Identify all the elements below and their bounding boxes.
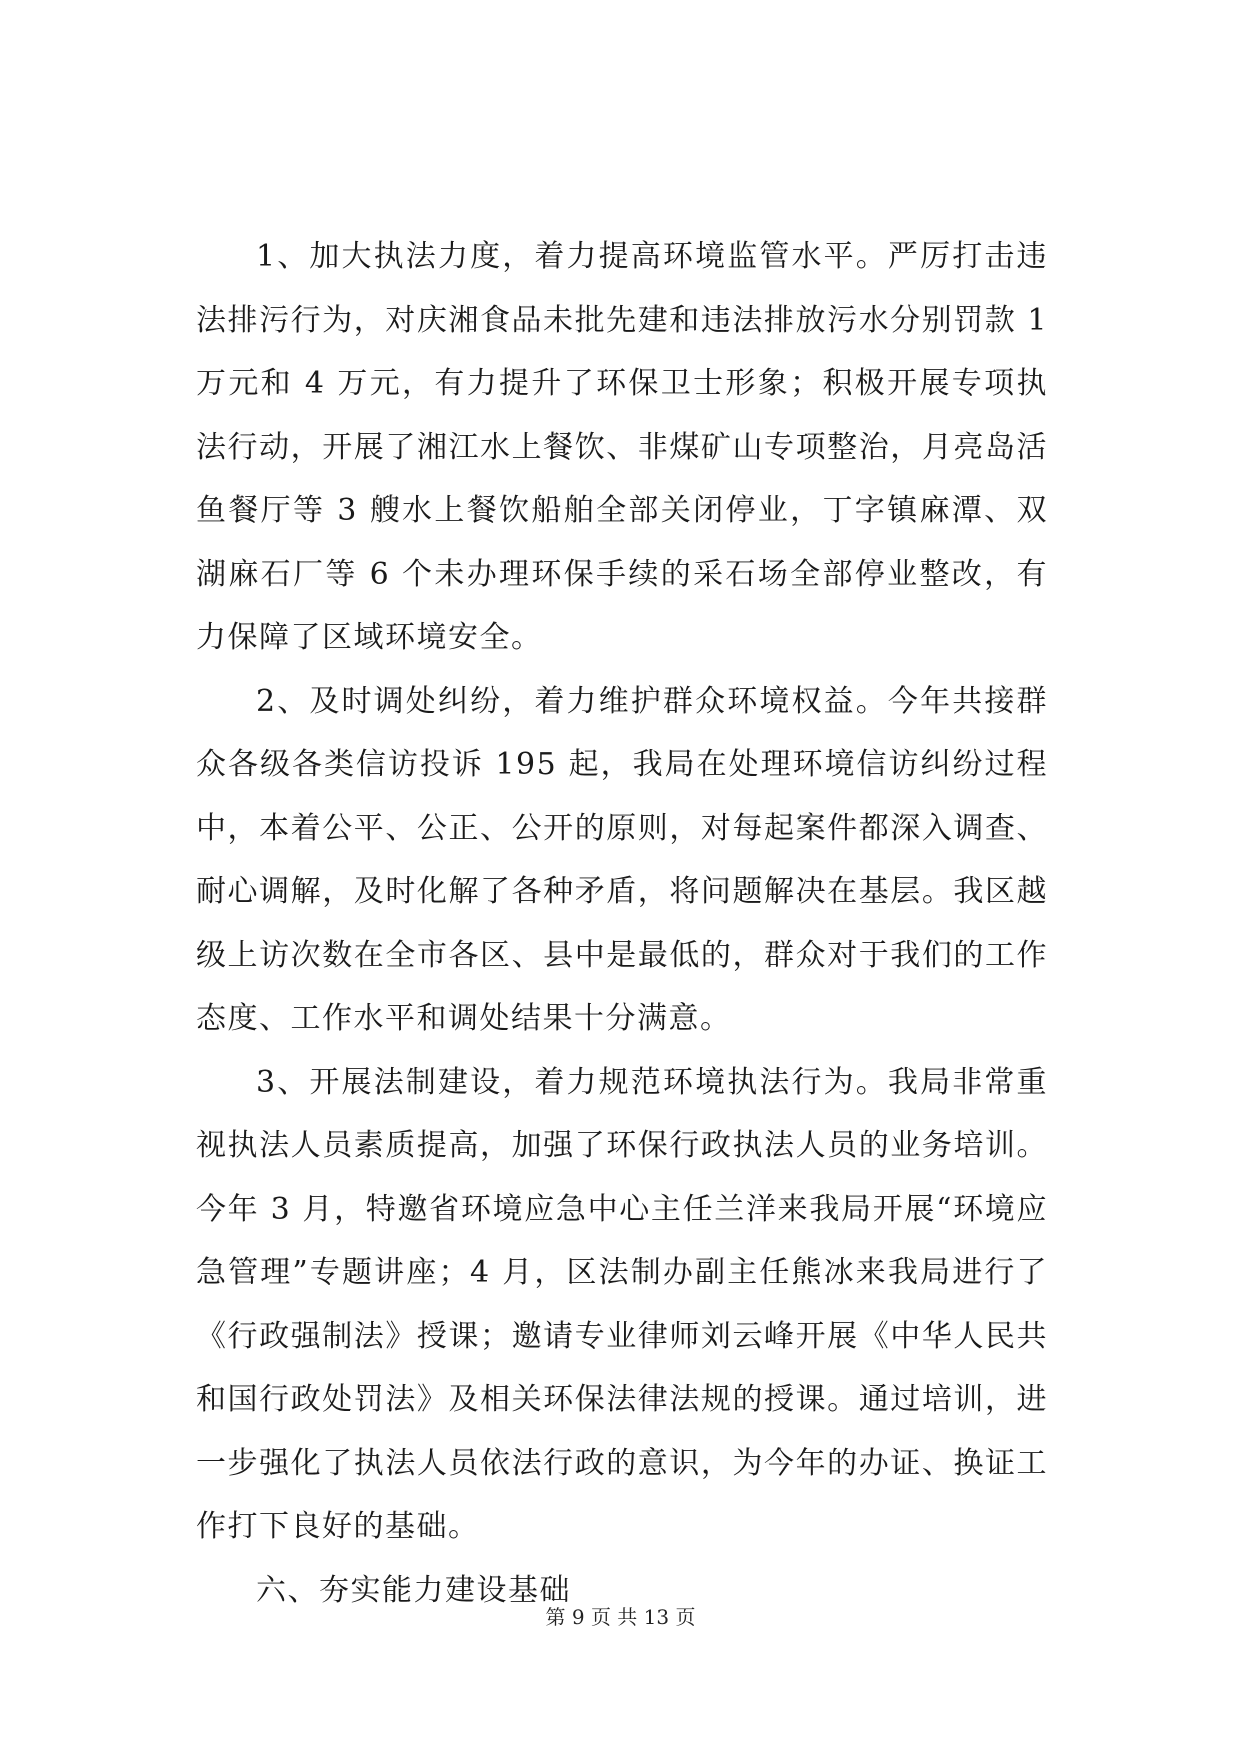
document-body: [196, 225, 1048, 1622]
paragraph-enforcement: 1、加大执法力度，着力提高环境监管水平。严厉打击违法排污行为，对庆湘食品未批先建和违法排放污水分别罚款 1 万元和 4 万元，有力提升了环保卫士形象；积极开展专项执法行动，开展了湘江水上餐饮、非煤矿山专项整治，月亮岛活鱼餐厅等 3 艘水上餐饮船舶全部关闭停业，丁字镇麻潭、双湖麻石厂等 6 个未办理环保手续的采石场全部停业整改，有力保障了区域环境安全。: [196, 239, 1048, 655]
section-heading: 六、夯实能力建设基础: [256, 1572, 571, 1608]
paragraph-disputes: 2、及时调处纠纷，着力维护群众环境权益。今年共接群众各级各类信访投诉 195 起，我局在处理环境信访纠纷过程中，本着公平、公正、公开的原则，对每起案件都深入调查、耐心调解，及时化解了各种矛盾，将问题解决在基层。我区越级上访次数在全市各区、县中是最低的，群众对于我们的工作态度、工作水平和调处结果十分满意。: [196, 683, 1048, 1036]
page-footer: [0, 1603, 1241, 1631]
paragraph-legal-construction: 3、开展法制建设，着力规范环境执法行为。我局非常重视执法人员素质提高，加强了环保行政执法人员的业务培训。今年 3 月，特邀省环境应急中心主任兰洋来我局开展“环境应急管理”专题讲座；4 月，区法制办副主任熊冰来我局进行了《行政强制法》授课；邀请专业律师刘云峰开展《中华人民共和国行政处罚法》及相关环保法律法规的授课。通过培训，进一步强化了执法人员依法行政的意识，为今年的办证、换证工作打下良好的基础。: [196, 1064, 1048, 1544]
page-number-label: 第 9 页 共 13 页: [545, 1605, 696, 1629]
